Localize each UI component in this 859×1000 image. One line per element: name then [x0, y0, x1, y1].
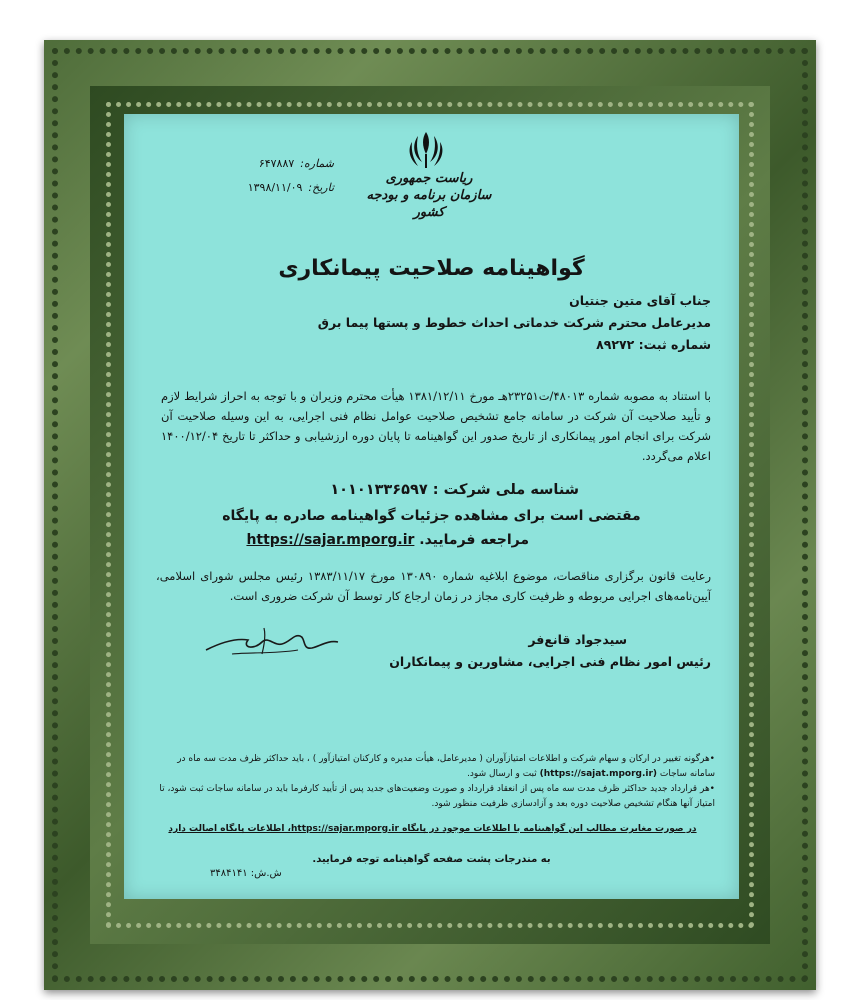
footnote-2: •هر قرارداد جدید حداکثر ظرف مدت سه ماه پس از انعقاد قرارداد و صورت وضعیت‌های جدید پس از تأیید کارفرما باید در سامانه ساجات ثبت شود، تا امتیاز آنها هنگام تشخیص صلاحیت دوره بعد و آزادسازی ظرفیت منظور شود. — [159, 784, 715, 809]
sajat-link[interactable]: (https://sajat.mporg.ir) — [539, 769, 658, 779]
registration-row — [311, 334, 711, 356]
number-label: شماره: — [300, 157, 334, 170]
number-row — [214, 152, 334, 176]
serial-number — [210, 868, 282, 879]
certificate-body: با استناد به مصوبه شماره ۴۸۰۱۳/ت۲۳۲۵۱هـ مورخ ۱۳۸۱/۱۲/۱۱ هیأت محترم وزیران و با توجه به احراز شرایط لازم و تأیید صلاحیت آن شرکت در سامانه جامع تشخیص صلاحیت عوامل نظام فنی اجرایی، به این وسیله صلاحیت آن شرکت برای انجام امور پیمانکاری از تاریخ صدور این گواهینامه تا پایان دوره ارزشیابی و حداکثر تا تاریخ ۱۴۰۰/۱۲/۰۴ اعلام می‌گردد. — [161, 389, 711, 463]
national-id-row — [330, 482, 579, 498]
certificate-title: گواهینامه صلاحیت پیمانکاری — [278, 256, 585, 281]
recipient-position: مدیرعامل محترم شرکت خدماتی احداث خطوط و پستها پیما برق — [317, 315, 711, 330]
national-id-value: ۱۰۱۰۱۳۳۶۵۹۷ — [330, 482, 428, 498]
reference-line-1: مقتضی است برای مشاهده جزئیات گواهینامه صادره به پایگاه — [222, 508, 641, 524]
back-page-note: به مندرجات پشت صفحه گواهینامه توجه فرمایید. — [312, 854, 551, 865]
signatory-name: سیدجواد قانع‌فر — [528, 632, 627, 647]
authenticity-warning: در صورت مغایرت مطالب این گواهینامه با اطلاعات موجود در پایگاه https://sajar.mporg.ir، اطلاعات پایگاه اصالت دارد — [168, 824, 697, 834]
registration-label: شماره ثبت: — [638, 337, 711, 352]
serial-label: ش.ش: — [250, 868, 282, 879]
date-label: تاریخ: — [308, 181, 334, 194]
org-line-1: ریاست جمهوری — [385, 171, 473, 186]
sajar-link[interactable]: https://sajar.mporg.ir — [246, 532, 415, 548]
number-value: ۶۴۷۸۸۷ — [258, 157, 295, 170]
footnotes — [150, 752, 715, 812]
footnote-1 — [150, 752, 715, 782]
org-name — [364, 170, 494, 221]
reference-suffix: مراجعه فرمایید. — [419, 532, 529, 548]
date-row — [214, 176, 334, 200]
reference-line-2 — [240, 532, 529, 548]
national-id-label: شناسه ملی شرکت : — [432, 482, 579, 498]
compliance-paragraph: رعایت قانون برگزاری مناقصات، موضوع ابلاغیه شماره ۱۳۰۸۹۰ مورخ ۱۳۸۳/۱۱/۱۷ رئیس مجلس شورای اسلامی، آیین‌نامه‌های اجرایی مربوطه و ظرفیت کاری مجاز در زمان ارجاع کار توسط آن شرکت ضروری است. — [156, 569, 712, 603]
serial-value: ۳۴۸۴۱۴۱ — [210, 868, 248, 879]
signatory-title: رئیس امور نظام فنی اجرایی، مشاورین و پیمانکاران — [389, 654, 711, 669]
registration-value: ۸۹۲۷۲ — [596, 337, 635, 352]
recipient-block — [311, 290, 711, 356]
letter-meta — [214, 152, 334, 200]
footnote-1-text-b: ثبت و ارسال شود. — [467, 769, 537, 779]
iran-emblem-icon — [404, 128, 448, 172]
footnote-1-text-a: •هرگونه تغییر در ارکان و سهام شرکت و اطلاعات امتیازآوران ( مدیرعامل، هیأت مدیره و کارکنان امتیازآور ) ، باید حداکثر ظرف مدت سه ماه در سامانه ساجات — [177, 754, 715, 779]
signature-icon — [202, 620, 342, 664]
org-line-2: سازمان برنامه و بودجه کشور — [366, 188, 492, 220]
date-value: ۱۳۹۸/۱۱/۰۹ — [247, 181, 303, 194]
recipient-name: جناب آقای متین جنتیان — [569, 293, 711, 308]
certificate-paper — [124, 114, 739, 899]
